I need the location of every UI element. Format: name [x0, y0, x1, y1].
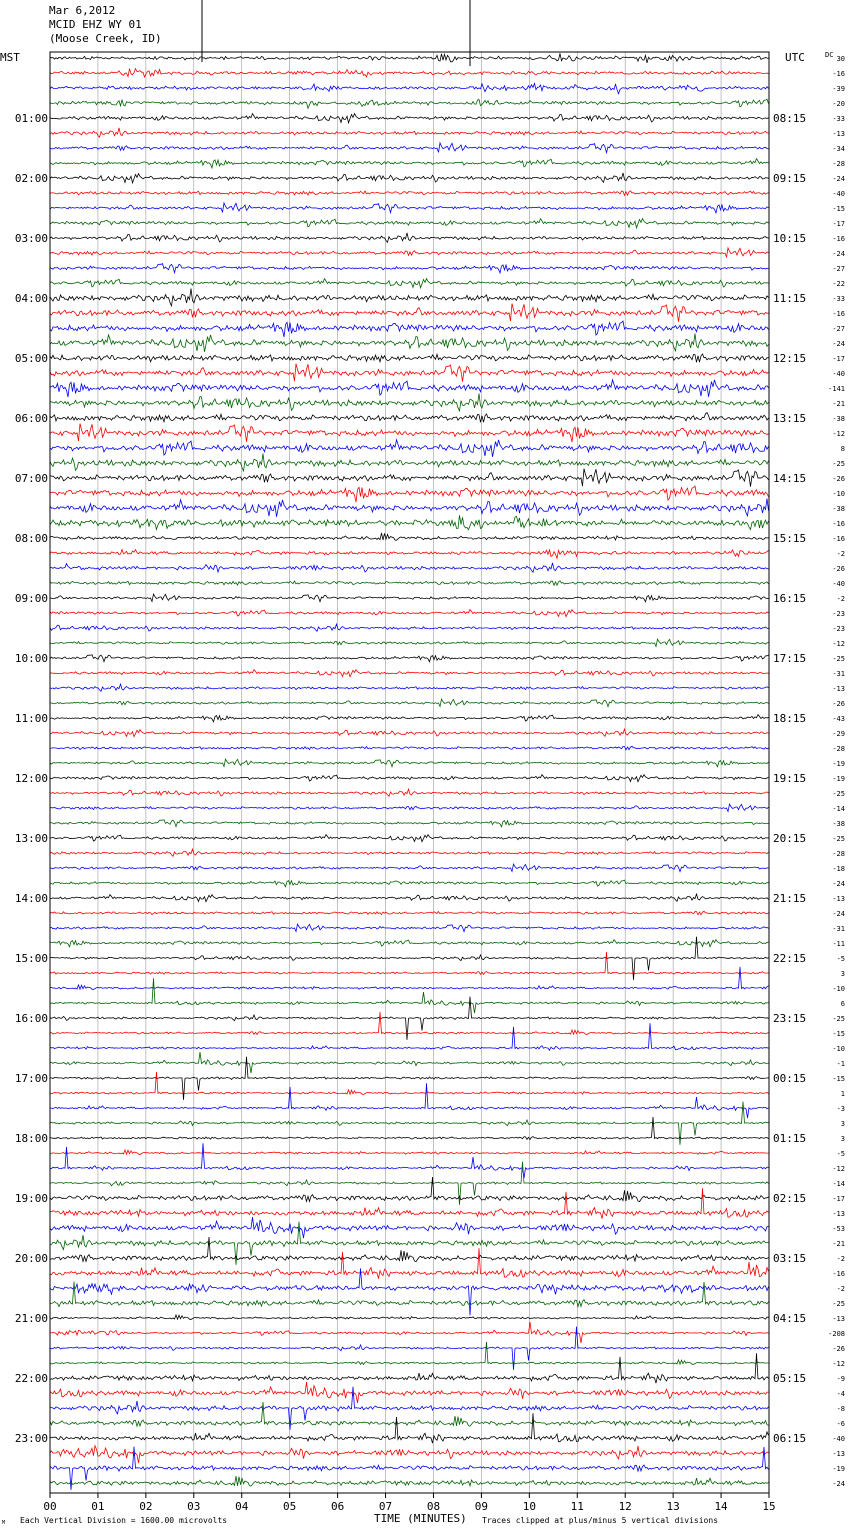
seismic-trace [50, 424, 769, 443]
dc-offset-label: -25 [832, 1300, 845, 1308]
mst-hour-label: 22:00 [14, 1372, 48, 1385]
utc-hour-label: 15:15 [773, 532, 807, 545]
dc-offset-label: -26 [832, 700, 845, 708]
x-tick-label: 04 [235, 1500, 249, 1513]
mst-hour-label: 10:00 [14, 652, 48, 665]
mst-hour-label: 01:00 [14, 112, 48, 125]
dc-offset-label: 3 [840, 1135, 845, 1143]
location-label: (Moose Creek, ID) [49, 32, 162, 45]
x-tick-label: 14 [714, 1500, 728, 1513]
utc-hour-label: 21:15 [773, 892, 807, 905]
seismic-trace [50, 759, 769, 767]
seismic-trace [50, 684, 769, 691]
seismic-trace [50, 804, 769, 811]
x-tick-label: 07 [378, 1500, 393, 1513]
seismic-trace [50, 1117, 769, 1139]
dc-offset-label: -26 [832, 565, 845, 573]
seismic-trace [50, 639, 769, 646]
dc-offset-label: -40 [832, 580, 845, 588]
mst-hour-labels [15, 112, 48, 1445]
seismic-trace [50, 486, 769, 502]
seismic-trace [50, 1052, 769, 1073]
dc-offset-label: -25 [832, 1015, 845, 1023]
dc-offset-label: 6 [840, 1000, 845, 1008]
seismic-trace [50, 563, 769, 572]
dc-offset-label: -25 [832, 790, 845, 798]
x-tick-label: 08 [426, 1500, 441, 1513]
dc-offset-label: -28 [832, 160, 845, 168]
seismic-trace [50, 1402, 769, 1426]
mst-hour-label: 16:00 [14, 1012, 48, 1025]
dc-offset-label: -24 [832, 250, 845, 258]
seismic-trace [50, 820, 769, 827]
dc-offset-label: -19 [832, 760, 845, 768]
utc-hour-label: 17:15 [773, 652, 807, 665]
seismic-trace [50, 670, 769, 677]
mst-hour-label: 17:00 [14, 1072, 48, 1085]
dc-offset-label: -31 [832, 670, 845, 678]
utc-hour-label: 01:15 [773, 1132, 807, 1145]
dc-offset-label: -13 [832, 685, 845, 693]
seismic-trace [50, 394, 769, 411]
x-tick-label: 11 [570, 1500, 584, 1513]
utc-hour-label: 18:15 [773, 712, 807, 725]
mst-hour-label: 02:00 [14, 172, 48, 185]
dc-offset-label: -26 [832, 1345, 845, 1353]
dc-offset-label: -16 [832, 1270, 845, 1278]
dc-offset-label: -43 [832, 715, 845, 723]
seismic-trace [50, 128, 769, 137]
seismic-trace [50, 715, 769, 722]
seismic-trace [50, 1237, 769, 1262]
seismic-traces [50, 53, 769, 1489]
dc-offset-label: -2 [836, 1255, 845, 1263]
x-tick-label: 15 [762, 1500, 776, 1513]
utc-hour-label: 23:15 [773, 1012, 807, 1025]
seismic-trace [50, 655, 769, 662]
dc-offset-label: 3 [840, 970, 845, 978]
seismic-trace [50, 440, 769, 457]
dc-offset-label: -12 [832, 430, 845, 438]
x-tick-label: 01 [91, 1500, 105, 1513]
dc-offset-label: -19 [832, 1465, 845, 1473]
dc-offset-label: -13 [832, 1315, 845, 1323]
seismic-trace [50, 746, 769, 750]
dc-offset-label: -26 [832, 475, 845, 483]
seismic-trace [50, 99, 769, 108]
dc-offset-label: -16 [832, 520, 845, 528]
seismic-trace [50, 1177, 769, 1202]
dc-offset-label: -53 [832, 1225, 845, 1233]
dc-offset-label: -28 [832, 850, 845, 858]
seismic-trace [50, 924, 769, 932]
dc-offset-label: -208 [828, 1330, 845, 1338]
dc-offset-label: 8 [840, 445, 845, 453]
seismic-trace [50, 499, 769, 517]
x-tick-label: 00 [43, 1500, 57, 1513]
utc-hour-label: 05:15 [773, 1372, 807, 1385]
dc-offset-label: -15 [832, 205, 845, 213]
dc-offset-label: -31 [832, 925, 845, 933]
seismic-trace [50, 69, 769, 77]
utc-hour-label: 06:15 [773, 1432, 807, 1445]
seismic-trace [50, 1268, 769, 1315]
dc-offset-label: -141 [828, 385, 845, 393]
seismic-trace [50, 454, 769, 471]
seismic-trace [50, 143, 769, 153]
dc-offset-label: -39 [832, 85, 845, 93]
dc-offset-label: -24 [832, 880, 845, 888]
mst-hour-label: 15:00 [14, 952, 48, 965]
dc-offset-label: -18 [832, 865, 845, 873]
dc-offset-label: 1 [840, 1090, 845, 1098]
seismic-trace [50, 304, 769, 322]
dc-offset-label: -12 [832, 640, 845, 648]
seismic-trace [50, 1282, 769, 1307]
seismic-trace [50, 219, 769, 228]
seismic-trace [50, 1150, 769, 1155]
seismic-trace [50, 159, 769, 168]
seismic-trace [50, 1353, 769, 1383]
clip-note: Traces clipped at plus/minus 5 vertical divisions [482, 1516, 719, 1525]
mst-hour-label: 07:00 [14, 472, 48, 485]
dc-offset-label: -40 [832, 1435, 845, 1443]
seismic-trace [50, 849, 769, 856]
utc-axis-label: UTC [785, 51, 805, 64]
seismic-trace [50, 729, 769, 737]
dc-offset-label: -16 [832, 70, 845, 78]
dc-offset-label: 30 [836, 55, 845, 63]
seismic-trace [50, 173, 769, 183]
seismic-trace [50, 354, 769, 362]
seismic-trace [50, 533, 769, 540]
top-spikes [202, 0, 470, 66]
seismic-trace [50, 1322, 769, 1343]
dc-offset-label: -2 [836, 1285, 845, 1293]
seismic-trace [50, 978, 769, 1013]
x-tick-label: 13 [666, 1500, 680, 1513]
dc-offset-label: -1 [836, 1060, 845, 1068]
mst-hour-label: 08:00 [14, 532, 48, 545]
dc-offset-label: -13 [832, 130, 845, 138]
mst-hour-label: 21:00 [14, 1312, 48, 1325]
seismic-trace [50, 334, 769, 352]
dc-offset-label: -5 [836, 955, 845, 963]
utc-hour-label: 22:15 [773, 952, 807, 965]
dc-offset-label: -40 [832, 190, 845, 198]
seismic-trace [50, 789, 769, 796]
utc-hour-label: 20:15 [773, 832, 807, 845]
mst-hour-label: 14:00 [14, 892, 48, 905]
dc-offset-label: -17 [832, 1195, 845, 1203]
utc-hour-label: 11:15 [773, 292, 807, 305]
corner-mark: M [2, 1520, 6, 1526]
seismic-trace [50, 1217, 769, 1238]
x-tick-label: 12 [618, 1500, 632, 1513]
dc-offset-label: -17 [832, 355, 845, 363]
seismic-trace [50, 114, 769, 123]
seismic-trace [50, 581, 769, 586]
dc-offset-label: -19 [832, 775, 845, 783]
dc-offset-label: -15 [832, 1030, 845, 1038]
dc-offset-label: -5 [836, 1150, 845, 1158]
seismic-trace [50, 835, 769, 842]
mst-hour-label: 12:00 [14, 772, 48, 785]
seismic-trace [50, 364, 769, 382]
seismic-trace [50, 413, 769, 423]
seismic-trace [50, 233, 769, 242]
dc-offset-label: -38 [832, 415, 845, 423]
seismic-trace [50, 1023, 769, 1050]
dc-offset-label: -10 [832, 1045, 845, 1053]
dc-offset-label: 3 [840, 1120, 845, 1128]
dc-offset-label: -25 [832, 835, 845, 843]
dc-offset-label: -22 [832, 280, 845, 288]
dc-offset-label: -27 [832, 265, 845, 273]
dc-offset-label: -16 [832, 535, 845, 543]
seismic-trace [50, 594, 769, 602]
seismic-trace [50, 1476, 769, 1486]
seismic-trace [50, 53, 769, 63]
mst-hour-label: 18:00 [14, 1132, 48, 1145]
seismic-trace [50, 279, 769, 288]
utc-hour-labels [773, 112, 806, 1445]
seismic-trace [50, 1413, 769, 1443]
utc-hour-label: 19:15 [773, 772, 807, 785]
utc-hour-label: 00:15 [773, 1072, 807, 1085]
seismic-trace [50, 1072, 769, 1094]
dc-offset-label: -40 [832, 370, 845, 378]
x-tick-label: 09 [474, 1500, 489, 1513]
dc-offset-label: -2 [836, 595, 845, 603]
utc-hour-label: 03:15 [773, 1252, 807, 1265]
seismic-trace [50, 1315, 769, 1320]
mst-hour-label: 05:00 [14, 352, 48, 365]
dc-offset-label: -25 [832, 655, 845, 663]
dc-offset-label: -9 [836, 1375, 845, 1383]
dc-offset-label: -2 [836, 550, 845, 558]
dc-offset-label: -29 [832, 730, 845, 738]
dc-offset-label: -38 [832, 505, 845, 513]
dc-offset-label: -17 [832, 220, 845, 228]
dc-offset-label: -27 [832, 325, 845, 333]
seismic-trace [50, 1248, 769, 1278]
mst-hour-label: 23:00 [14, 1432, 48, 1445]
mst-hour-label: 03:00 [14, 232, 48, 245]
seismic-trace [50, 1143, 769, 1178]
x-tick-label: 02 [139, 1500, 153, 1513]
date-label: Mar 6,2012 [49, 4, 116, 17]
dc-offset-label: -21 [832, 1240, 845, 1248]
dc-offset-label: -24 [832, 175, 845, 183]
seismic-trace [50, 894, 769, 902]
seismic-trace [50, 321, 769, 337]
mst-hour-label: 06:00 [14, 412, 48, 425]
seismic-trace [50, 1446, 769, 1463]
seismic-trace [50, 264, 769, 273]
seismic-trace [50, 775, 769, 782]
dc-offset-label: -28 [832, 745, 845, 753]
mst-axis-label: MST [0, 51, 20, 64]
dc-offset-label: -10 [832, 490, 845, 498]
x-tick-label: 03 [187, 1500, 201, 1513]
seismic-trace [50, 248, 769, 258]
seismic-trace [50, 940, 769, 947]
dc-offset-label: -21 [832, 400, 845, 408]
mst-hour-label: 13:00 [14, 832, 48, 845]
x-tick-label: 10 [522, 1500, 536, 1513]
dc-offset-label: -6 [836, 1420, 845, 1428]
dc-offset-label: -16 [832, 235, 845, 243]
seismic-trace [50, 83, 769, 93]
dc-column-label: DC [825, 51, 834, 59]
seismic-trace [50, 191, 769, 196]
dc-offset-label: -24 [832, 1480, 845, 1488]
utc-hour-label: 04:15 [773, 1312, 807, 1325]
dc-offset-label: -24 [832, 340, 845, 348]
dc-offset-label: -13 [832, 1210, 845, 1218]
seismic-trace [50, 515, 769, 530]
station-label: MCID EHZ WY 01 [49, 18, 142, 31]
utc-hour-label: 02:15 [773, 1192, 807, 1205]
dc-offset-label: -13 [832, 1450, 845, 1458]
seismic-trace [50, 289, 769, 306]
seismic-trace [50, 1382, 769, 1403]
utc-hour-label: 13:15 [773, 412, 807, 425]
seismic-trace [50, 380, 769, 397]
mst-hour-label: 11:00 [14, 712, 48, 725]
dc-offset-label: -23 [832, 625, 845, 633]
seismic-trace [50, 1342, 769, 1364]
mst-hour-label: 20:00 [14, 1252, 48, 1265]
utc-hour-label: 14:15 [773, 472, 807, 485]
x-tick-label: 06 [330, 1500, 345, 1513]
dc-offset-label: -25 [832, 460, 845, 468]
dc-offset-label: -34 [832, 145, 845, 153]
seismic-trace [50, 610, 769, 617]
seismic-trace [50, 624, 769, 631]
seismic-trace [50, 967, 769, 990]
dc-offset-label: -3 [836, 1105, 845, 1113]
seismic-trace [50, 1188, 769, 1218]
utc-hour-label: 16:15 [773, 592, 807, 605]
seismic-trace [50, 880, 769, 887]
dc-offset-label: -33 [832, 295, 845, 303]
seismic-trace [50, 864, 769, 872]
dc-offset-label: -12 [832, 1165, 845, 1173]
seismic-trace [50, 203, 769, 213]
dc-offset-label: -14 [832, 1180, 845, 1188]
seismic-trace [50, 952, 769, 974]
dc-offset-label: -13 [832, 895, 845, 903]
dc-offset-label: -38 [832, 820, 845, 828]
mst-hour-label: 09:00 [14, 592, 48, 605]
mst-hour-label: 04:00 [14, 292, 48, 305]
x-axis-ticks [43, 1493, 775, 1513]
dc-offset-label: -10 [832, 985, 845, 993]
dc-offset-label: -4 [836, 1390, 845, 1398]
dc-offset-label: -14 [832, 805, 845, 813]
utc-hour-label: 12:15 [773, 352, 807, 365]
dc-offset-label: -15 [832, 1075, 845, 1083]
dc-offset-label: -11 [832, 940, 845, 948]
dc-offset-label: -24 [832, 910, 845, 918]
utc-hour-label: 09:15 [773, 172, 807, 185]
mst-hour-label: 19:00 [14, 1192, 48, 1205]
seismic-trace [50, 550, 769, 559]
seismic-trace [50, 911, 769, 915]
seismic-trace [50, 699, 769, 707]
seismic-trace [50, 1012, 769, 1034]
dc-offset-label: -33 [832, 115, 845, 123]
seismic-trace [50, 469, 769, 487]
x-axis-title: TIME (MINUTES) [374, 1512, 467, 1525]
dc-offset-label: -8 [836, 1405, 845, 1413]
x-tick-label: 05 [283, 1500, 297, 1513]
utc-hour-label: 10:15 [773, 232, 807, 245]
scale-note: Each Vertical Division = 1600.00 microvolts [20, 1516, 228, 1525]
utc-hour-label: 08:15 [773, 112, 807, 125]
dc-offset-labels [828, 55, 845, 1488]
dc-offset-label: -20 [832, 100, 845, 108]
dc-offset-label: -23 [832, 610, 845, 618]
dc-offset-label: -16 [832, 310, 845, 318]
dc-offset-label: -12 [832, 1360, 845, 1368]
